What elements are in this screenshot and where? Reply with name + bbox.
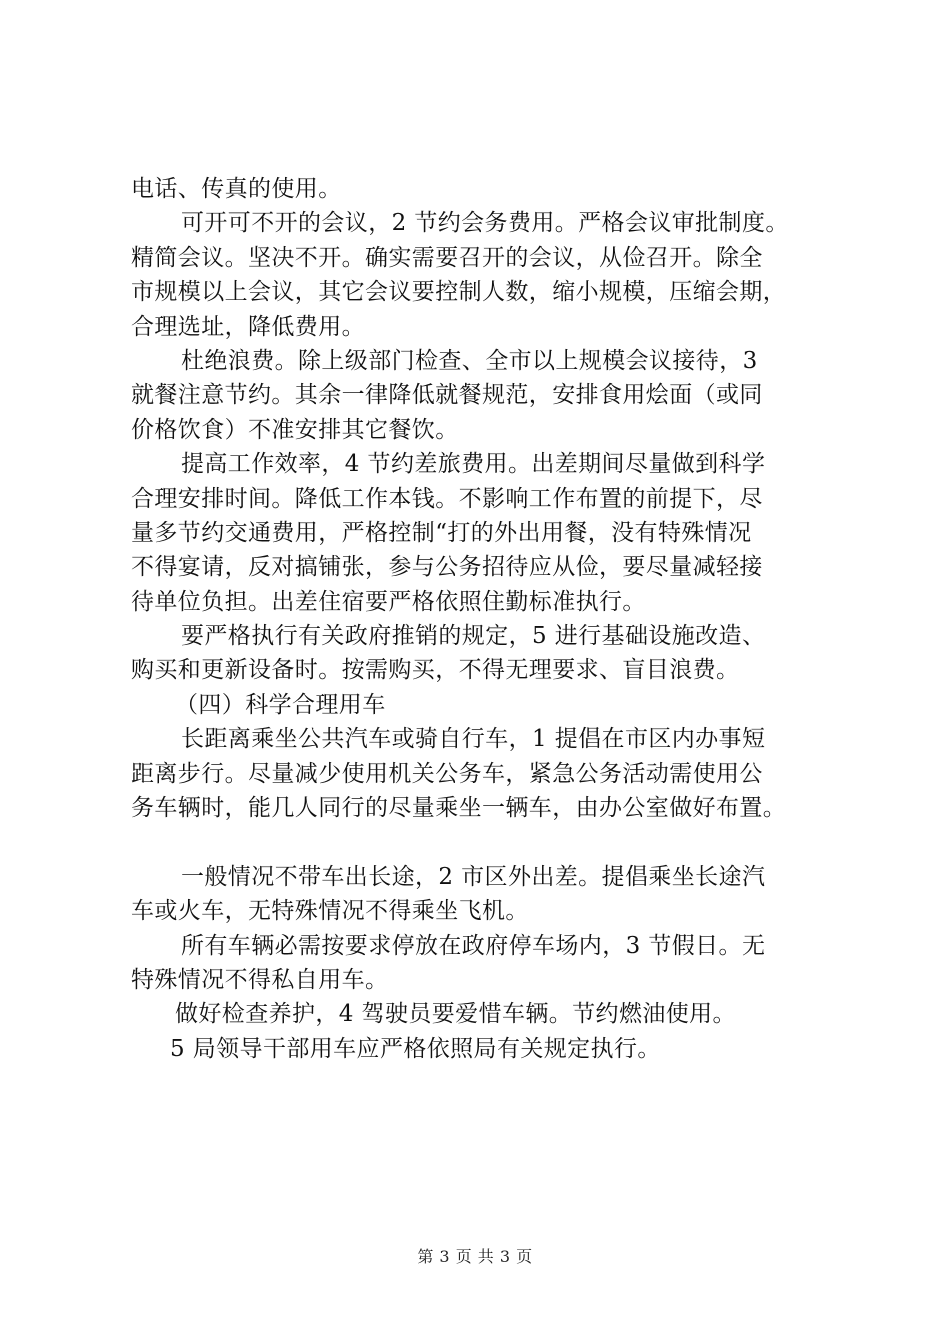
text-line: 购买和更新设备时。按需购买，不得无理要求、盲目浪费。 — [131, 657, 740, 684]
text-line: 合理安排时间。降低工作本钱。不影响工作布置的前提下，尽 — [131, 485, 763, 512]
text-line: 车或火车，无特殊情况不得乘坐飞机。 — [131, 898, 529, 925]
text-line: 可开可不开的会议，2 节约会务费用。严格会议审批制度。 — [181, 210, 789, 237]
text-line: 距离步行。尽量减少使用机关公务车，紧急公务活动需使用公 — [131, 760, 763, 787]
text-line: 就餐注意节约。其余一律降低就餐规范，安排食用烩面（或同 — [131, 382, 763, 409]
text-line: 要严格执行有关政府推销的规定，5 进行基础设施改造、 — [181, 623, 766, 650]
text-line: 价格饮食）不准安排其它餐饮。 — [131, 416, 459, 443]
text-line: 所有车辆必需按要求停放在政府停车场内，3 节假日。无 — [181, 932, 766, 959]
text-line: 5 局领导干部用车应严格依照局有关规定执行。 — [170, 1035, 661, 1062]
text-line: 量多节约交通费用，严格控制“打的外出用餐，没有特殊情况 — [131, 519, 752, 546]
text-line: 做好检查养护，4 驾驶员要爱惜车辆。节约燃油使用。 — [175, 1001, 736, 1028]
text-line: 合理选址，降低费用。 — [131, 313, 365, 340]
text-line: 电话、传真的使用。 — [131, 176, 342, 202]
text-line: 一般情况不带车出长途，2 市区外出差。提倡乘坐长途汽 — [181, 863, 766, 890]
text-line: 待单位负担。出差住宿要严格依照住勤标准执行。 — [131, 588, 646, 615]
text-line: 精简会议。坚决不开。确实需要召开的会议，从俭召开。除全 — [131, 244, 763, 271]
text-line: 提高工作效率，4 节约差旅费用。出差期间尽量做到科学 — [181, 451, 766, 478]
text-line: 务车辆时，能几人同行的尽量乘坐一辆车，由办公室做好布置。 — [131, 795, 787, 822]
text-line: 市规模以上会议，其它会议要控制人数，缩小规模，压缩会期， — [131, 279, 787, 306]
text-line: 杜绝浪费。除上级部门检查、全市以上规模会议接待，3 — [181, 347, 758, 374]
section-heading: （四）科学合理用车 — [175, 691, 386, 718]
text-line: 长距离乘坐公共汽车或骑自行车，1 提倡在市区内办事短 — [181, 726, 766, 753]
page-footer: 第 3 页 共 3 页 — [417, 1247, 533, 1266]
document-body — [131, 172, 851, 1066]
text-line: 特殊情况不得私自用车。 — [131, 966, 389, 993]
text-line: 不得宴请，反对搞铺张，参与公务招待应从俭，要尽量减轻接 — [131, 554, 763, 581]
paragraph-gap — [131, 825, 851, 859]
